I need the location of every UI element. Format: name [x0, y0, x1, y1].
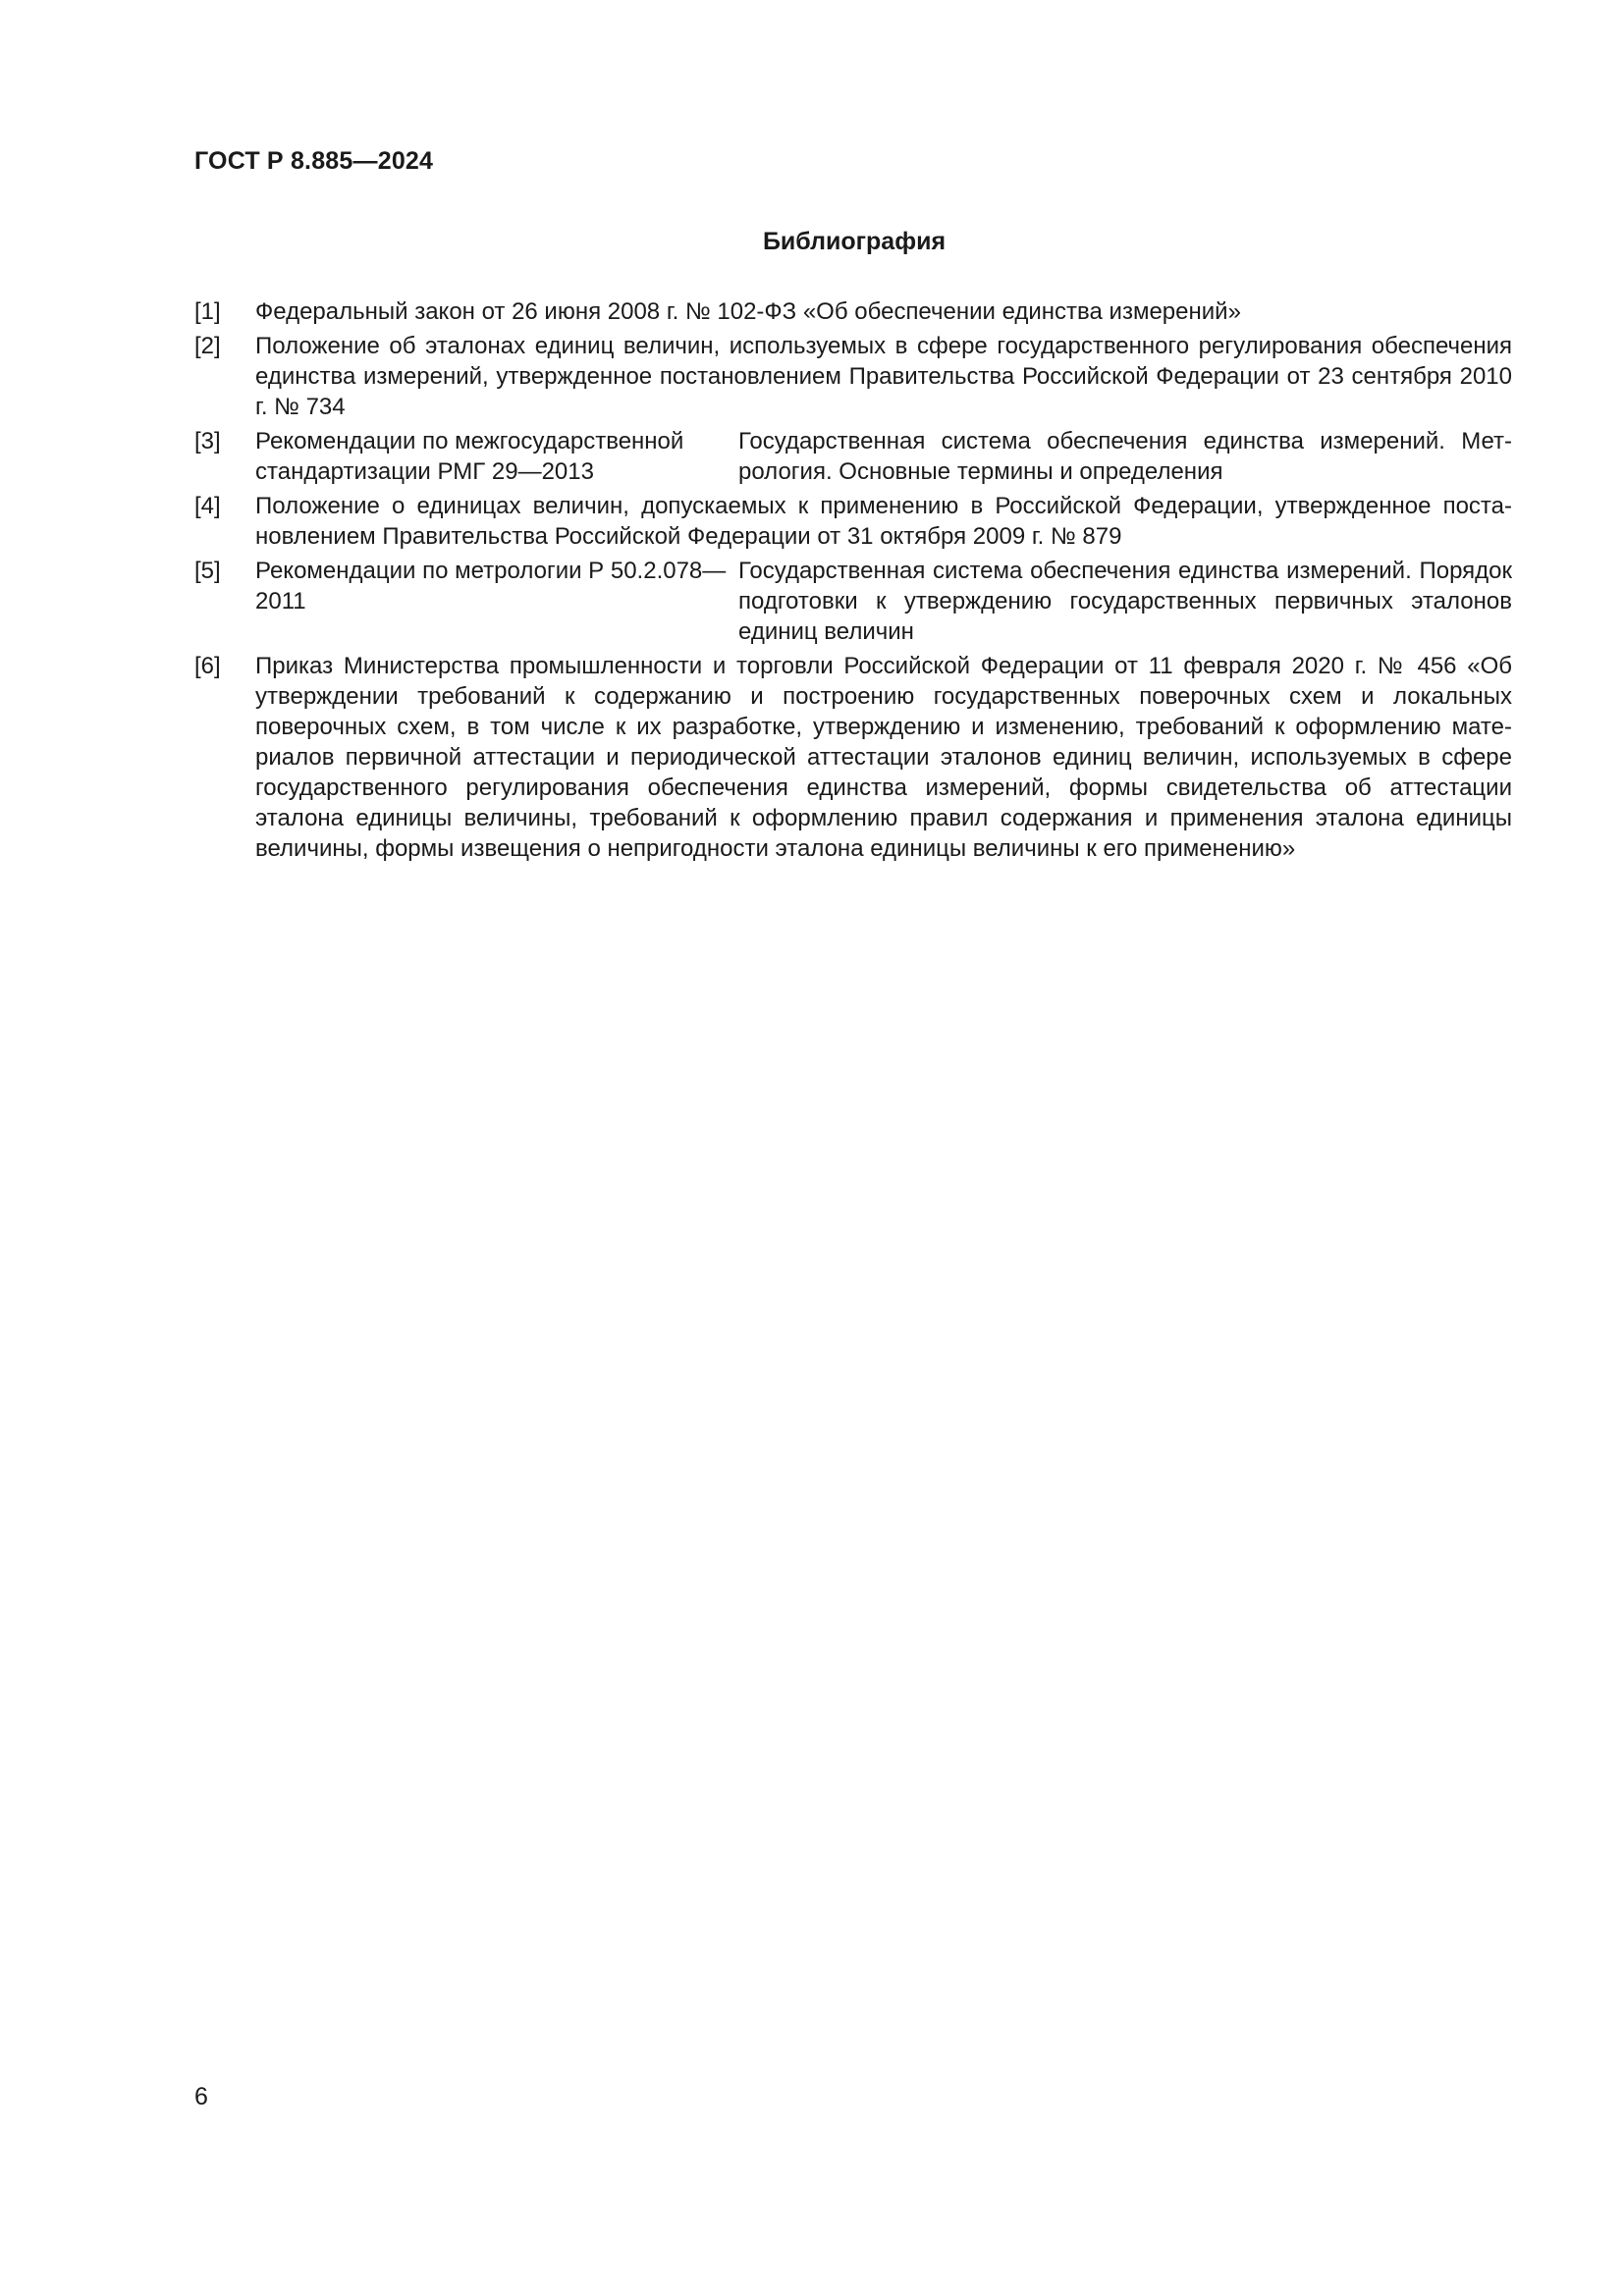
bibliography-entry-4 [194, 491, 1512, 552]
bibliography-entry-5 [194, 556, 1512, 647]
section-title: Библиография [762, 228, 947, 255]
bibliography-entry-2 [194, 331, 1512, 422]
entry-designation: Рекомендации по межгосударственной стандартизации РМГ 29—2013 [255, 428, 684, 485]
bibliography-list [194, 296, 1512, 868]
entry-number: [2] [194, 333, 221, 359]
entry-columns [255, 426, 1512, 487]
entry-title: Государственная система обеспечения единства измерений. Порядок подготовки к утверждению государственных первичных эталонов единиц величин [738, 558, 1512, 645]
entry-text: Положение об эталонах единиц величин, используемых в сфере государственного регулирования обеспечения единства измерений, утвержденное постановлением Правительства Российской Федерации от 23 сентября 2010 г. № 734 [255, 333, 1512, 420]
entry-text: Положение о единицах величин, допускаемых к применению в Российской Федерации, утвержденное постановлением Правительства Российской Федерации от 31 октября 2009 г. № 879 [255, 493, 1512, 550]
entry-number: [6] [194, 653, 221, 679]
bibliography-entry-3 [194, 426, 1512, 487]
entry-number: [5] [194, 558, 221, 584]
entry-number: [3] [194, 428, 221, 454]
bibliography-entry-6 [194, 651, 1512, 864]
document-code: ГОСТ Р 8.885—2024 [194, 147, 434, 175]
bibliography-entry-1 [194, 296, 1512, 327]
entry-title: Государственная система обеспечения единства измерений. Метрология. Основные термины и определения [738, 428, 1512, 485]
page-number: 6 [194, 2083, 208, 2110]
entry-number: [4] [194, 493, 221, 519]
entry-designation: Рекомендации по метрологии Р 50.2.078—2011 [255, 558, 727, 614]
entry-number: [1] [194, 298, 221, 325]
entry-text: Приказ Министерства промышленности и торговли Российской Федерации от 11 февраля 2020 г. № 456 «Об утверждении требований к содержанию и построению государственных поверочных схем и локальных поверочных схем, в том числе к их разработке, утверждению и изменению, требований к оформлению материалов первичной аттестации и периодической аттестации эталонов единиц величин, используемых в сфере государственного регулирования обеспечения единства измерений, формы свидетельства об аттестации эталона единицы величины, требований к оформлению правил содержания и применения эталона единицы величины, формы извещения о непригодности эталона единицы величины к его применению» [255, 653, 1512, 862]
entry-text: Федеральный закон от 26 июня 2008 г. № 102-ФЗ «Об обеспечении единства измерений» [255, 298, 1241, 325]
entry-columns [255, 556, 1512, 647]
